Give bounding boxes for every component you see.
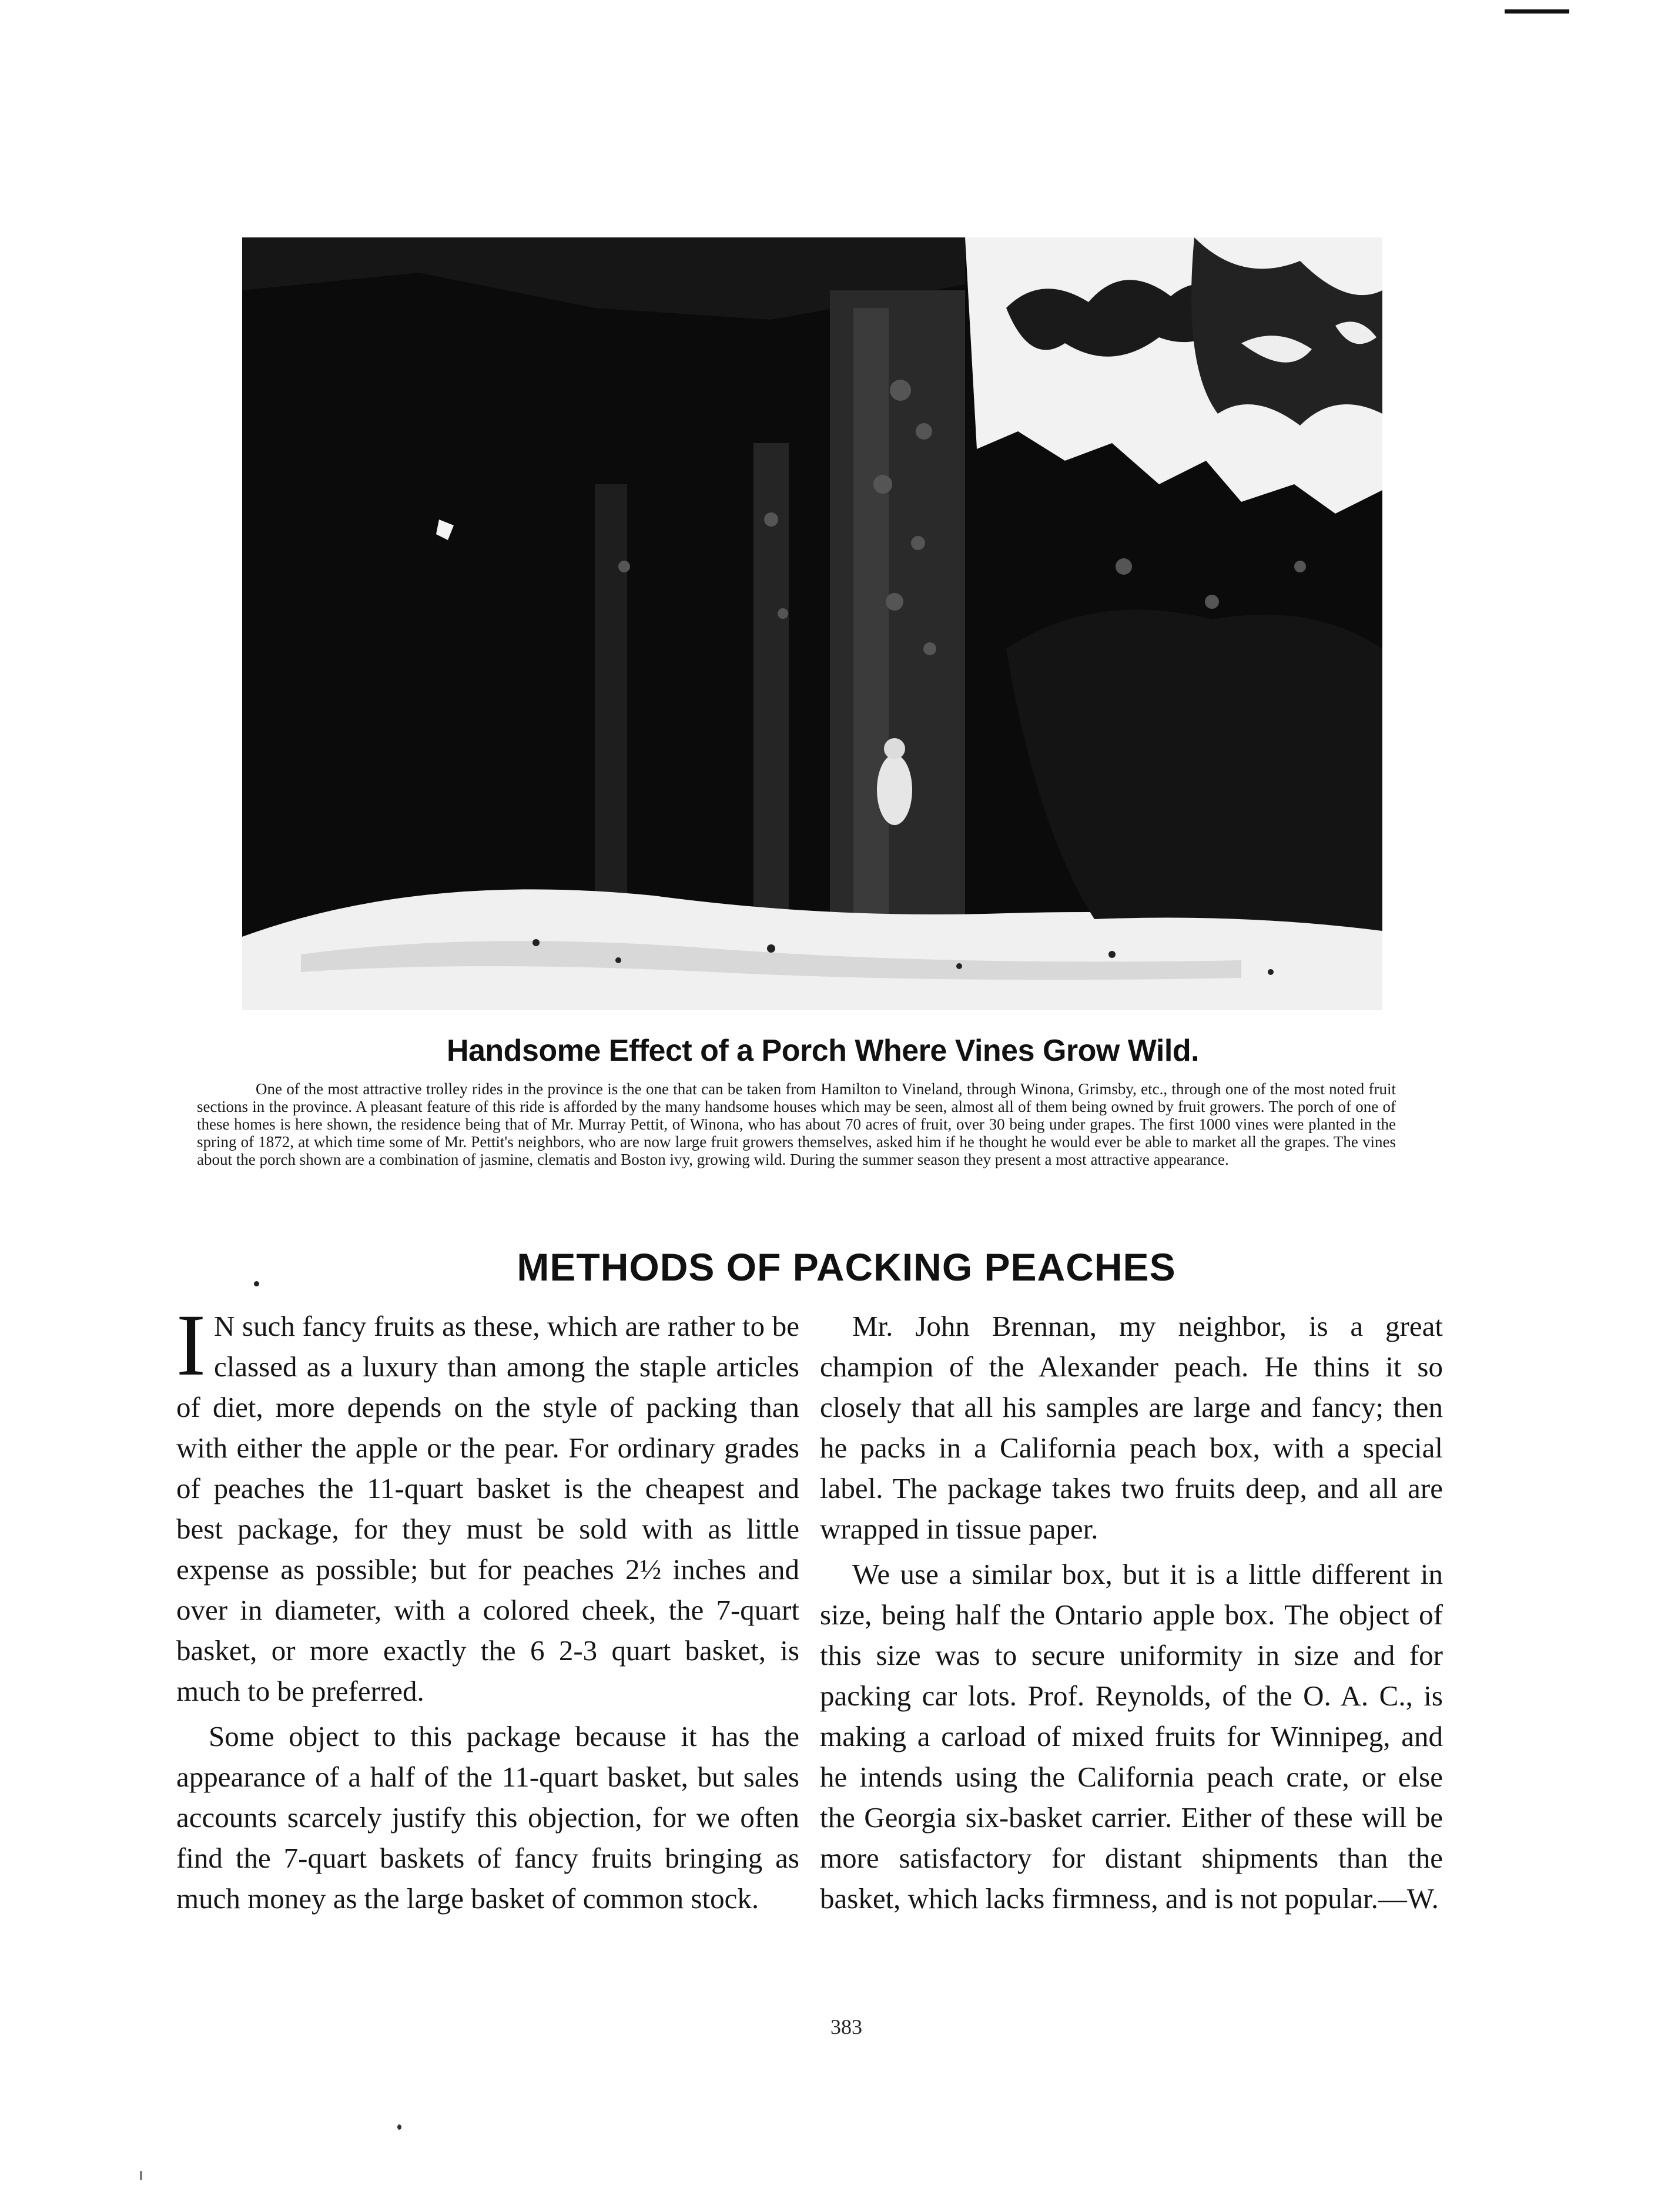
article-right-column xyxy=(820,1306,1443,1923)
article-paragraph: Mr. John Brennan, my neighbor, is a great champion of the Alexander peach. He thins it so closely that all his samples are large and fancy; then he packs in a California peach box, with a special label. The package takes two fruits deep, and all are wrapped in tissue paper. xyxy=(820,1310,1443,1545)
corner-rule xyxy=(1505,9,1569,14)
print-speck xyxy=(140,2171,142,2180)
heading-dot xyxy=(254,1281,259,1286)
photo-illustration xyxy=(242,237,1382,1010)
article-left-column xyxy=(176,1296,799,1923)
article-heading: METHODS OF PACKING PEACHES xyxy=(517,1245,1176,1289)
photo-caption-text: One of the most attractive trolley rides in the province is the one that can be taken from Hamilton to Vineland, through Winona, Grimsby, etc., through one of the most noted fruit sections in the province. A pleasant feature of this ride is afforded by the many handsome houses which may be seen, almost all of them being owned by fruit growers. The porch of one of these homes is here shown, the residence being that of Mr. Murray Pettit, of Winona, who has about 70 acres of fruit, over 30 being under grapes. The first 1000 vines were planted in the spring of 1872, at which time some of Mr. Pettit's neighbors, who are now large fruit growers themselves, asked him if he thought he would ever be able to market all the grapes. The vines about the porch shown are a combination of jasmine, clematis and Boston ivy, growing wild. During the summer season they present a most attractive appearance. xyxy=(197,1080,1396,1168)
porch-with-vines-photo xyxy=(242,237,1382,1010)
article-paragraph: We use a similar box, but it is a little different in size, being half the Ontario apple box. The object of this size was to secure uniformity in size and for packing car lots. Prof. Reynolds, of the O. A. C., is making a carload of mixed fruits for Winnipeg, and he intends using the California peach crate, or else the Georgia six-basket carrier. Either of these will be more satisfactory for distant shipments than the basket, which lacks firmness, and is not popular.—W. xyxy=(820,1558,1443,1915)
print-speck xyxy=(397,2124,401,2130)
article-paragraph xyxy=(176,1296,799,1711)
article-paragraph-text: N such fancy fruits as these, which are rather to be classed as a luxury than among the staple articles of diet, more depends on the style of packing than with either the apple or the pear. For ordinary grades of peaches the 11-quart basket is the cheapest and best package, for they must be sold with as little expense as possible; but for peaches 2½ inches and over in diameter, with a colored cheek, the 7-quart basket, or more exactly the 6 2-3 quart basket, is much to be preferred. xyxy=(176,1310,799,1707)
page-number: 383 xyxy=(830,2015,862,2039)
article-paragraph: Some object to this package because it has the appearance of a half of the 11-quart basket, but sales accounts scarcely justify this objection, for we often find the 7-quart baskets of fancy fruits bringing as much money as the large basket of common stock. xyxy=(176,1720,799,1915)
photo-caption-title: Handsome Effect of a Porch Where Vines Grow Wild. xyxy=(446,1034,1200,1068)
drop-cap: I xyxy=(176,1296,206,1394)
